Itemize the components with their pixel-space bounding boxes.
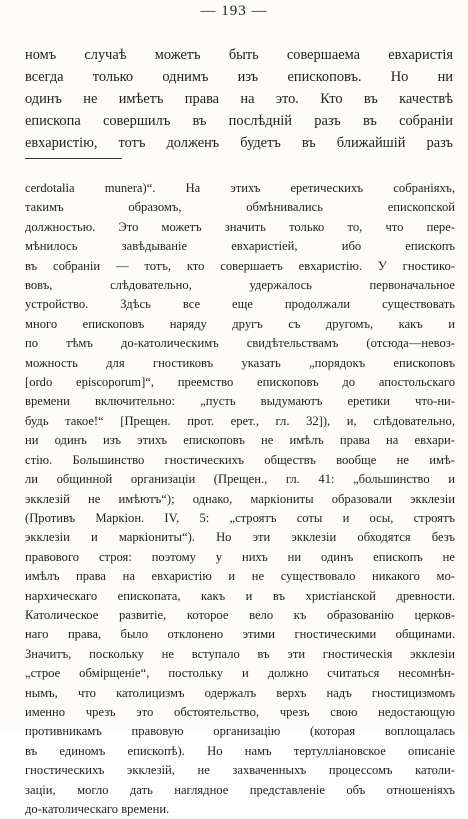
footnote-line: можность для гностиковъ указать „порядокъ епископовъ	[25, 355, 455, 370]
footnote-line: въ собраніи — тотъ, кто совершаетъ евхаристію. У гностико-	[25, 258, 455, 273]
footnote-line: cerdotalia munera)“. На этихъ еретическихъ собраніяхъ,	[25, 181, 455, 195]
footnote-line: ли общинной организаціи (Прещен., гл. 41: „большинство и	[25, 472, 455, 487]
footnote-line: нархическаго епископата, какъ и въ христіанской древности.	[25, 588, 455, 603]
footnote-line: такимъ образомъ, обмѣнивались епископской	[25, 200, 455, 215]
main-text-line: епископа совершилъ въ послѣдній разъ въ собраніи	[25, 113, 453, 129]
footnote-line: экклезій не имѣютъ“); однако, маркіониты образовали экклезіи	[25, 491, 455, 506]
footnote-line: гностическихъ экклезій, не захваченныхъ процессомъ католи-	[25, 763, 455, 778]
footnote-line: мѣнилось завѣдываніе евхаристіей, ибо епископъ	[25, 239, 455, 254]
footnote-line: правового строя: поэтому у нихъ ни одинъ епископъ не	[25, 549, 455, 564]
footnote-line: до-католическаго времени.	[25, 802, 170, 816]
main-text-line: одинъ не имѣетъ права на это. Кто въ качествѣ	[25, 91, 453, 107]
footnote-line: много епископовъ наряду другъ съ другомъ, какъ и	[25, 316, 455, 331]
footnote-separator	[25, 158, 122, 159]
footnote-line: ни одинъ изъ этихъ епископовъ не имѣлъ права на евхари-	[25, 433, 455, 448]
footnote-line: (Противъ Маркіон. IV, 5: „строятъ соты и осы, строятъ	[25, 510, 455, 525]
footnote-line: Значитъ, поскольку не вступало въ эти гностическія экклезіи	[25, 646, 455, 661]
footnote-line: по тѣмъ до-католическимъ свидѣтельствамъ (отсюда—невоз-	[25, 336, 455, 351]
footnote-line: стію. Большинство гностическихъ обществъ вообще не имѣ-	[25, 452, 455, 467]
main-text-line: номъ случаѣ можетъ быть совершаема евхаристія	[25, 47, 453, 63]
footnote-line: заціи, могло дать наглядное представленіе объ отношеніяхъ	[25, 782, 455, 797]
footnote	[25, 179, 455, 819]
footnote-line: „строе обмірщеніе“, постольку и должно считаться несомнѣн-	[25, 666, 455, 681]
footnote-line: противникамъ правовую организацію (которая воплощалась	[25, 724, 455, 739]
footnote-line: экклезіи и маркіониты“). Но эти экклезіи обходятся безъ	[25, 530, 455, 545]
page-number: — 193 —	[200, 3, 268, 19]
footnote-line: наго права, было отклонено этими гностическими общинами.	[25, 627, 455, 642]
footnote-line: Католическое развитіе, которое вело къ образованію церков-	[25, 607, 455, 622]
footnote-line: именно чрезъ это обстоятельство, чрезъ свою недостающую	[25, 704, 455, 719]
footnote-line: устройство. Здѣсь все еще продолжали существовать	[25, 297, 455, 312]
footnote-line: будь такое!“ [Прещен. прот. ерет., гл. 32]), и, слѣдовательно,	[25, 413, 455, 428]
footnote-line: должностью. Это можетъ значить только то, что пере-	[25, 219, 455, 234]
main-text-line: всегда только однимъ изъ епископовъ. Но ни	[25, 69, 453, 85]
footnote-line: имѣлъ права на евхаристію и не существовало никакого мо-	[25, 569, 455, 584]
footnote-line: [ordo episcoporum]“, преемство епископовъ до апостольскаго	[25, 375, 455, 390]
main-text	[25, 44, 453, 154]
footnote-line: въ единомъ епископѣ). Но намъ тертулліановское описаніе	[25, 743, 455, 758]
footnote-line: нымъ, что католицизмъ одержалъ верхъ надъ гностицизмомъ	[25, 685, 455, 700]
footnote-line: времени включительно: „пусть выдумаютъ еретики что-ни-	[25, 394, 455, 409]
footnote-line: вовъ, слѣдовательно, удержалось первоначальное	[25, 278, 455, 293]
main-text-line: евхаристію, тотъ долженъ будетъ въ ближайшій разъ	[25, 135, 453, 151]
